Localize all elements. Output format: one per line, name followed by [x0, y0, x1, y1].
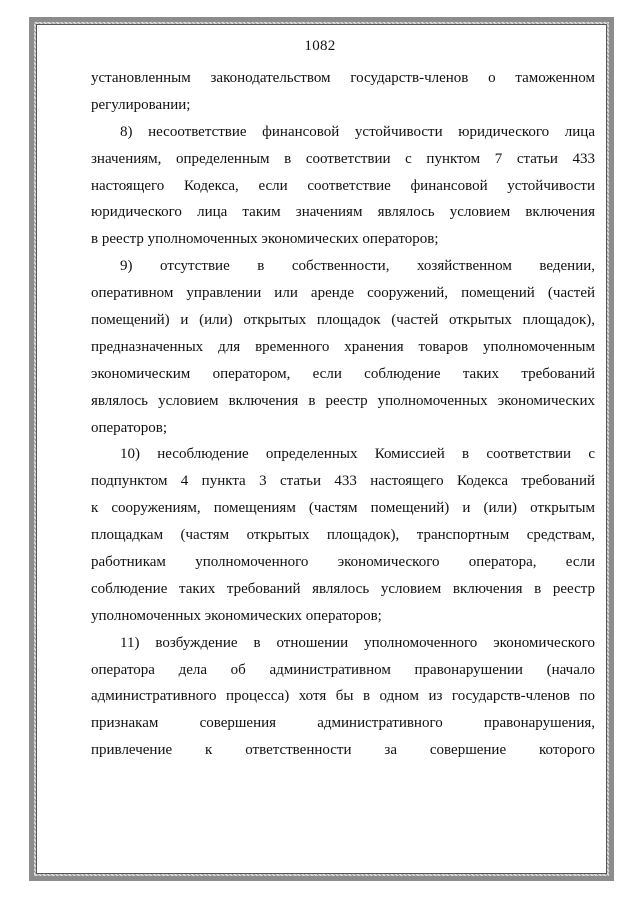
text-line: административного процесса) хотя бы в одном из государств-членов по — [91, 688, 595, 705]
text-line: предназначенных для временного хранения товаров уполномоченным — [91, 338, 595, 355]
text-line: соблюдение таких требований являлось условием включения в реестр — [91, 580, 595, 597]
text-line: оператора дела об административном правонарушении (начало — [91, 661, 595, 678]
text-line: 10) несоблюдение определенных Комиссией в соответствии с — [120, 446, 595, 463]
text-line: оперативном управлении или аренде сооружений, помещений (частей — [91, 285, 595, 302]
page-number: 1082 — [304, 38, 336, 54]
text-line: работникам уполномоченного экономического оператора, если — [91, 554, 595, 571]
text-line: 8) несоответствие финансовой устойчивости юридического лица — [120, 123, 595, 140]
text-line: к сооружениям, помещениям (частям помещений) и (или) открытым — [91, 500, 595, 517]
text-line: привлечение к ответственности за совершение которого — [91, 742, 595, 759]
text-line: 11) возбуждение в отношении уполномоченного экономического — [120, 634, 595, 651]
text-line: в реестр уполномоченных экономических операторов; — [91, 231, 439, 248]
text-line: уполномоченных экономических операторов; — [91, 607, 382, 624]
text-line: операторов; — [91, 419, 168, 436]
text-line: являлось условием включения в реестр уполномоченных экономических — [91, 392, 595, 409]
text-line: установленным законодательством государств-членов о таможенном — [91, 70, 595, 86]
text-line: 9) отсутствие в собственности, хозяйственном ведении, — [120, 258, 595, 275]
text-line: экономическим оператором, если соблюдение таких требований — [91, 365, 595, 382]
text-line: подпунктом 4 пункта 3 статьи 433 настоящего Кодекса требований — [91, 473, 595, 490]
text-line: юридического лица таким значениям являлось условием включения — [91, 204, 595, 221]
document-body — [91, 65, 595, 764]
text-line: регулировании; — [91, 96, 191, 113]
text-line: площадкам (частям открытых площадок), транспортным средствам, — [91, 527, 595, 544]
text-line: настоящего Кодекса, если соответствие финансовой устойчивости — [91, 177, 595, 194]
text-line: признакам совершения административного правонарушения, — [91, 715, 595, 732]
text-line: значениям, определенным в соответствии с пунктом 7 статьи 433 — [91, 150, 595, 167]
text-line: помещений) и (или) открытых площадок (частей открытых площадок), — [91, 312, 595, 329]
